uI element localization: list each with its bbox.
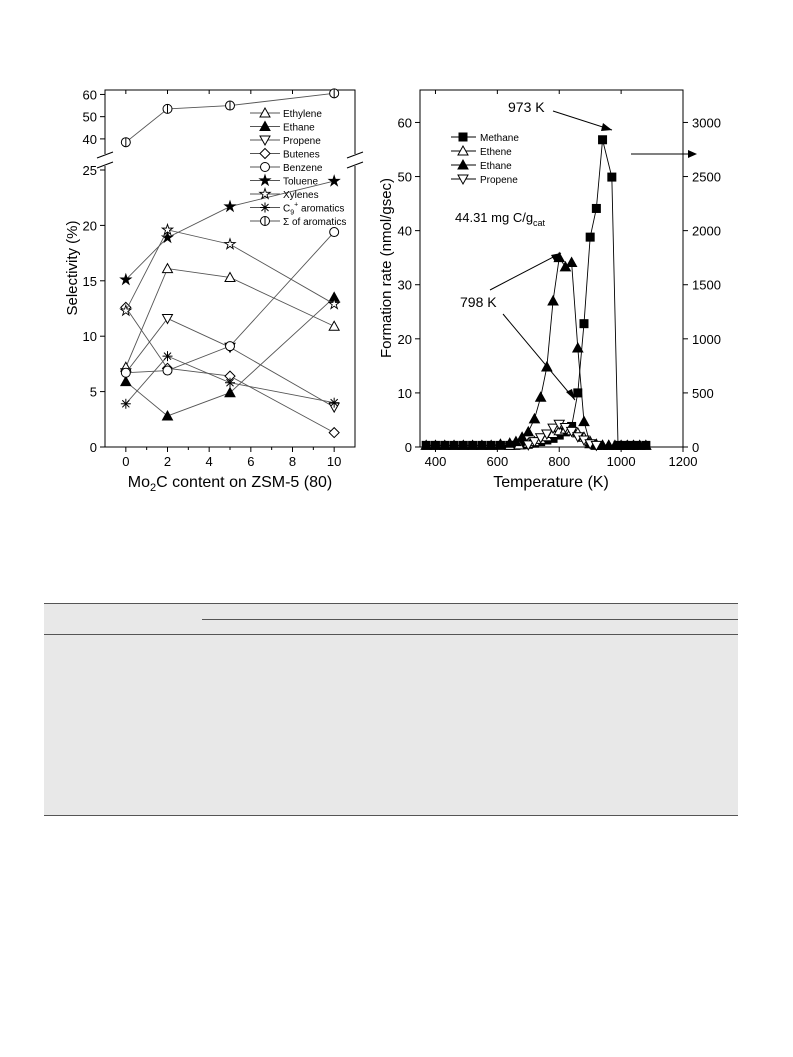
left-x-tick-label: 4 (205, 454, 213, 469)
left-point-butenes (329, 428, 339, 438)
left-y-tick-label: 15 (82, 273, 97, 289)
right-x-tick-label: 400 (424, 454, 447, 469)
left-point-of-aromatics (330, 89, 339, 98)
callout-973k-arrowhead (601, 123, 612, 131)
left-y-tick-label: 0 (89, 440, 97, 455)
left-y-tick-label: 25 (82, 163, 97, 178)
right-point-ethane (567, 258, 577, 267)
right-legend-marker-ethane (458, 160, 468, 169)
left-legend-marker-propene (260, 136, 270, 145)
left-point-xylenes (225, 239, 235, 249)
left-y-tick-label-upper: 40 (82, 131, 97, 147)
left-legend-marker-c9-aromatics (260, 203, 270, 213)
right-y-tick-label: 40 (397, 223, 412, 239)
right-point-methane (599, 136, 607, 144)
right-y-tick-label: 0 (404, 440, 412, 455)
right-y-tick-label: 60 (397, 115, 412, 131)
left-legend-marker-toluene (260, 175, 270, 185)
right-legend-label-ethane: Ethane (480, 161, 512, 172)
left-point-c9-aromatics (225, 378, 235, 388)
left-x-tick-label: 2 (163, 454, 172, 469)
left-legend-marker-benzene (261, 163, 270, 172)
table-bottom-rule (44, 815, 738, 816)
right-y-axis-label: Formation rate (nmol/gsec) (378, 177, 395, 359)
left-legend-label-benzene: Benzene (283, 163, 323, 174)
right-legend-label-propene: Propene (480, 175, 518, 186)
secondary-y-tick-label: 1500 (692, 277, 721, 293)
right-x-tick-label: 1200 (668, 454, 698, 469)
left-point-benzene (121, 368, 130, 377)
left-x-axis-label: $Mo_2C$ content on ZSM-5 (80) (127, 474, 333, 494)
left-point-benzene (163, 366, 172, 375)
right-y-tick-label: 20 (397, 331, 412, 347)
left-legend-marker-ethylene (260, 108, 270, 117)
left-legend-label-ethylene: Ethylene (283, 109, 322, 120)
right-x-tick-label: 800 (548, 454, 571, 469)
left-point-toluene (225, 201, 235, 211)
right-plot-frame (420, 90, 683, 447)
right-point-methane (608, 173, 616, 181)
left-y-tick-label-upper: 60 (82, 87, 97, 103)
left-point-toluene (329, 176, 339, 186)
left-legend-label-c9-aromatics: $C_9^+$ aromatics (283, 201, 345, 217)
right-point-ethane (536, 392, 546, 401)
right-legend-marker-propene (458, 175, 468, 184)
right-legend-label-ethene: Ethene (480, 147, 512, 158)
secondary-y-tick-label: 1000 (692, 331, 721, 347)
secondary-y-tick-label: 2000 (692, 223, 721, 239)
callout-973k: 973 K (508, 99, 545, 115)
left-point-c9-aromatics (163, 351, 173, 361)
left-y-tick-label: 5 (89, 384, 97, 400)
left-point-benzene (330, 228, 339, 237)
callout-798k-arrow-upper (490, 253, 561, 290)
right-x-tick-label: 600 (486, 454, 509, 469)
figure-svg (0, 0, 793, 520)
left-legend-marker-butenes (260, 149, 270, 159)
callout-798k-arrow-lower (503, 314, 575, 400)
right-legend-marker-methane (459, 133, 467, 141)
right-legend-marker-ethene (458, 146, 468, 155)
left-legend-label-toluene: Toluene (283, 176, 319, 188)
right-x-axis-label: Temperature (K) (493, 474, 609, 491)
left-y-tick-label: 20 (82, 218, 97, 234)
right-y-tick-label: 10 (397, 385, 412, 401)
left-point-c9-aromatics (121, 399, 131, 409)
secondary-y-tick-label: 3000 (692, 115, 721, 131)
catalyst-loading-annotation: 44.31 mg $C/g_{cat}$ (455, 210, 546, 228)
left-x-tick-label: 10 (326, 454, 342, 469)
right-point-methane (592, 204, 600, 212)
right-x-tick-label: 1000 (606, 454, 636, 469)
left-point-propene (163, 314, 173, 323)
right-point-methane (586, 233, 594, 241)
left-point-of-aromatics (226, 101, 235, 110)
left-y-axis-label: Selectivity (%) (64, 220, 81, 316)
table-mid-rule (44, 634, 738, 635)
right-point-methane (580, 320, 588, 328)
right-point-ethane (573, 343, 583, 352)
left-legend-marker-ethane (260, 122, 270, 131)
left-point-of-aromatics (163, 104, 172, 113)
left-legend-label-butenes: Butenes (283, 149, 320, 161)
secondary-y-tick-label: 2500 (692, 169, 721, 185)
callout-798k: 798 K (460, 294, 497, 310)
secondary-y-tick-label: 500 (692, 385, 714, 401)
left-legend-label-propene: Propene (283, 136, 321, 147)
left-point-ethylene (329, 321, 339, 330)
left-point-ethane (163, 411, 173, 420)
secondary-axis-arrowhead (688, 150, 697, 158)
figure-panel (0, 0, 793, 520)
right-point-ethane (579, 417, 589, 426)
right-point-ethane (523, 427, 533, 436)
right-point-ethane (548, 296, 558, 305)
right-legend-label-methane: Methane (480, 133, 519, 144)
left-y-tick-label-upper: 50 (82, 109, 97, 125)
table-top-rule (44, 603, 738, 604)
left-x-tick-label: 8 (288, 454, 297, 469)
left-series-line-ethane (126, 297, 334, 416)
right-y-tick-label: 50 (397, 169, 412, 185)
left-legend-label-xylenes: Xylenes (283, 190, 319, 201)
secondary-y-tick-label: 0 (692, 440, 700, 455)
left-point-ethylene (163, 264, 173, 273)
table-header-rule (202, 619, 738, 620)
left-legend-label-of-aromatics: Σ of aromatics (283, 217, 347, 228)
left-point-c9-aromatics (329, 398, 339, 408)
left-legend-label-ethane: Ethane (283, 122, 315, 134)
right-point-ethane (529, 414, 539, 423)
left-x-tick-label: 0 (122, 454, 130, 469)
right-point-methane (574, 389, 582, 397)
left-x-tick-label: 6 (247, 454, 255, 469)
right-series-line-methane (426, 140, 646, 446)
left-point-benzene (226, 342, 235, 351)
left-y-tick-label: 10 (82, 329, 97, 345)
right-y-tick-label: 30 (397, 277, 412, 293)
left-point-of-aromatics (121, 138, 130, 147)
left-legend-marker-of-aromatics (261, 217, 270, 226)
